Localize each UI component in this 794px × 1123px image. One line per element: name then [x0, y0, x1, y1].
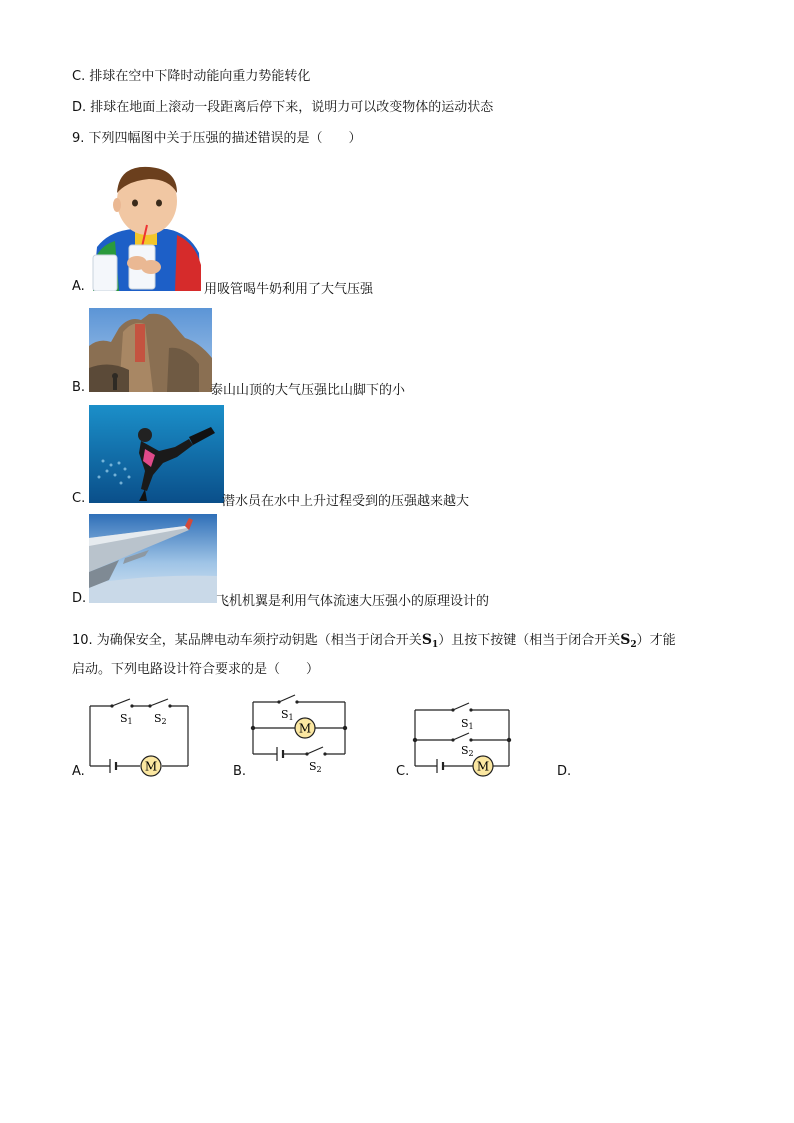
- mount-tai-rock-picture: [89, 308, 212, 392]
- circuit-a-diagram: [86, 696, 196, 780]
- q9-d-text: 飞机机翼是利用气体流速大压强小的原理设计的: [216, 594, 490, 609]
- q10-stem-part1: 10. 为确保安全，某品牌电动车须拧动钥匙（相当于闭合开关: [72, 633, 422, 648]
- q10-option-d: D.: [557, 764, 572, 779]
- q9-d-letter: D.: [72, 591, 87, 606]
- q9-a-letter: A.: [72, 279, 85, 294]
- q10-option-b: B.: [233, 764, 247, 779]
- child-drinking-milk-picture: [89, 163, 202, 291]
- q9-a-image: [89, 163, 202, 291]
- circuit-c-diagram: [411, 700, 515, 780]
- s2-label: S2: [154, 712, 167, 726]
- q8-option-d: D. 排球在地面上滚动一段距离后停下来，说明力可以改变物体的运动状态: [72, 100, 494, 115]
- motor-label: M: [476, 759, 490, 774]
- s2-label: S2: [461, 744, 474, 758]
- q10-option-a: A.: [72, 764, 85, 779]
- motor-label: M: [144, 759, 158, 774]
- q10-option-c: C.: [396, 764, 410, 779]
- q9-c-text: 潜水员在水中上升过程受到的压强越来越大: [222, 494, 470, 509]
- motor-label: M: [298, 721, 312, 736]
- q9-b-text: 泰山山顶的大气压强比山脚下的小: [210, 383, 406, 398]
- switch-s1-symbol: $S_1$: [421, 632, 439, 650]
- airplane-wing-picture: [89, 514, 217, 603]
- q9-b-letter: B.: [72, 380, 86, 395]
- q9-b-image: [89, 308, 212, 392]
- q9-stem: 9. 下列四幅图中关于压强的描述错误的是（ ）: [72, 131, 362, 146]
- scuba-diver-picture: [89, 405, 224, 503]
- q9-a-text: 用吸管喝牛奶利用了大气压强: [204, 282, 374, 297]
- q10-stem-line1: [72, 631, 676, 654]
- s1-label: S1: [281, 708, 294, 722]
- q9-c-image: [89, 405, 224, 503]
- s2-label: S2: [309, 760, 322, 774]
- circuit-b-diagram: [249, 692, 351, 776]
- s1-label: S1: [461, 717, 474, 731]
- q8-option-c: C. 排球在空中下降时动能向重力势能转化: [72, 69, 311, 84]
- q10-stem-part3: ）才能: [636, 633, 676, 648]
- q9-d-image: [89, 514, 217, 603]
- q10-stem-line2: 启动。下列电路设计符合要求的是（ ）: [72, 662, 320, 677]
- s1-label: S1: [120, 712, 133, 726]
- q9-c-letter: C.: [72, 491, 86, 506]
- q10-stem-part2: ）且按下按键（相当于闭合开关: [438, 633, 621, 648]
- switch-s2-symbol: $S_2$: [620, 632, 637, 650]
